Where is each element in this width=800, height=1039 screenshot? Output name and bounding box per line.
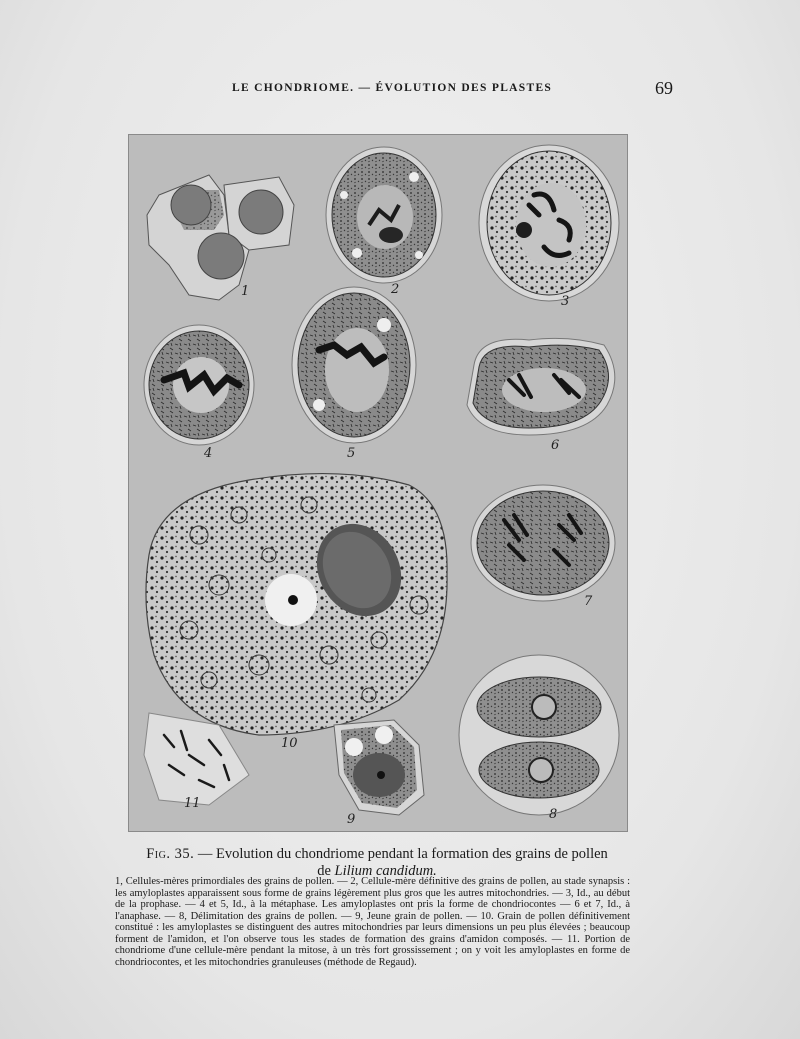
running-title: LE CHONDRIOME. — ÉVOLUTION DES PLASTES xyxy=(232,82,553,94)
cell-3 xyxy=(479,145,619,309)
cell-number-7: 7 xyxy=(584,594,593,609)
cell-9 xyxy=(334,720,424,827)
cell-4 xyxy=(144,325,254,461)
cell-5 xyxy=(292,287,416,461)
plate-illustration xyxy=(129,135,627,831)
cell-2 xyxy=(326,147,442,297)
cell-number-11: 11 xyxy=(184,796,201,811)
figure-legend: 1, Cellules-mères primordiales des grains de pollen. — 2, Cellule-mère définitive des grains de pollen, au stade synapsis : les amyloplastes apparaissent sous forme de grains légèrement plus gros que les autres mitochondries. — 3, Id., au début de la prophase. — 4 et 5, Id., à la métaphase. Les amyloplastes ont pris la forme de chondriocontes — 6 et 7, Id., à l'anaphase. — 8, Délimitation des grains de pollen. — 9, Jeune grain de pollen. — 10. Grain de pollen définitivement constitué : les amyloplastes se distinguent des autres mitochondries par leurs dimensions un peu plus élevées ; beaucoup forment de l'amidon, et l'on observe tous les stades de formation des grains d'amidon composés. — 11. Portion de chondriome d'une cellule-mère pendant la mitose, à un très fort grossissement ; on y voit les amyloplastes en forme de chondriocontes, et les mitochondries granuleuses (méthode de Regaud). xyxy=(115,876,630,968)
figure-caption xyxy=(128,846,626,880)
cell-number-8: 8 xyxy=(549,807,558,822)
cell-number-1: 1 xyxy=(241,284,250,299)
cell-number-10: 10 xyxy=(281,736,298,751)
cell-number-3: 3 xyxy=(561,294,570,309)
caption-title-prefix: de xyxy=(317,863,335,879)
cell-number-6: 6 xyxy=(551,438,560,453)
running-head xyxy=(0,78,800,102)
figure-plate xyxy=(128,134,628,832)
caption-species: Lilium candidum. xyxy=(334,863,437,879)
cell-6 xyxy=(467,338,615,453)
cell-number-9: 9 xyxy=(347,812,356,827)
cell-10 xyxy=(146,474,447,751)
cell-1 xyxy=(147,175,294,300)
cell-8 xyxy=(459,655,619,822)
cell-7 xyxy=(471,485,615,609)
cell-number-4: 4 xyxy=(204,446,213,461)
cell-number-2: 2 xyxy=(391,282,400,297)
caption-title-part1: — Evolution du chondriome pendant la formation des grains de pollen xyxy=(194,846,608,862)
caption-title-line xyxy=(128,846,626,863)
page-number: 69 xyxy=(655,78,673,98)
cell-number-5: 5 xyxy=(347,446,356,461)
figure-label: Fig. 35. xyxy=(146,846,195,862)
